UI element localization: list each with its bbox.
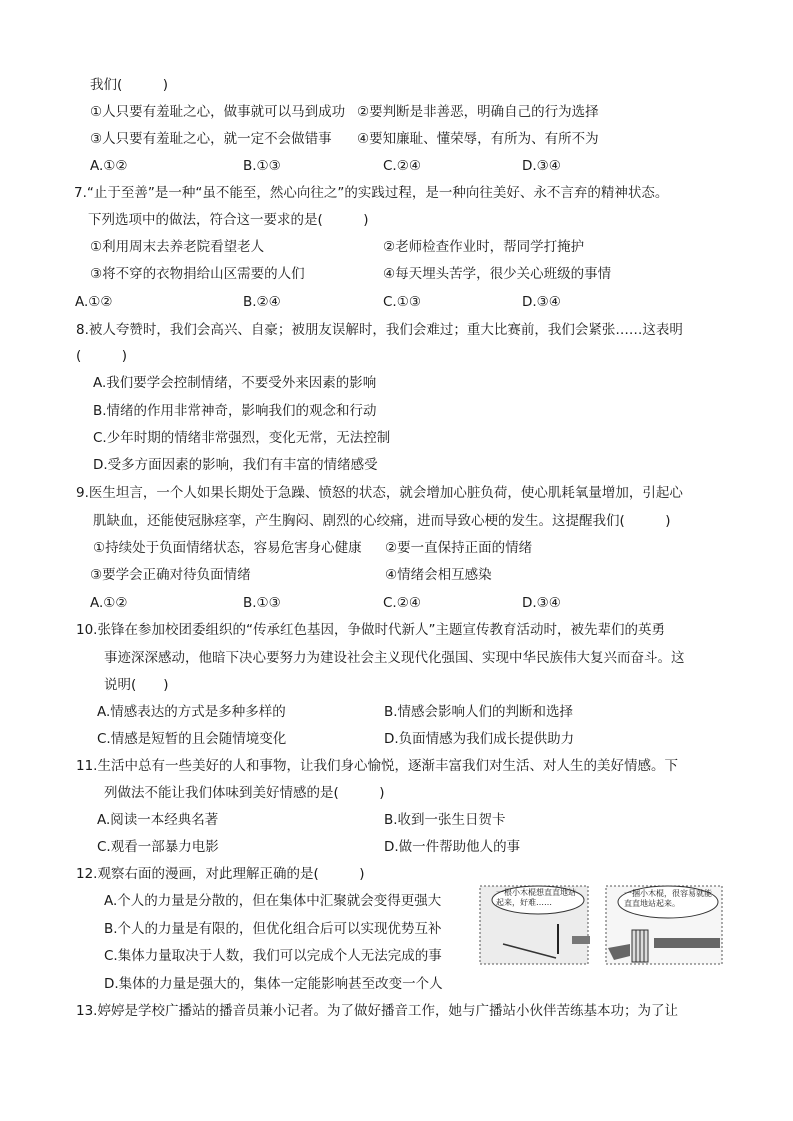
- q10-stem-line2: 事迹深深感动，他暗下决心要努力为建设社会主义现代化强国、实现中华民族伟大复兴而奋斗。这: [104, 650, 685, 666]
- q7-choice-b: B.②④: [243, 294, 281, 310]
- q7-option-3: ③将不穿的衣物捐给山区需要的人们: [90, 266, 305, 282]
- q6-choice-b: B.①③: [243, 158, 281, 174]
- q7-option-1: ①利用周末去养老院看望老人: [90, 239, 265, 255]
- q6-choice-c: C.②④: [383, 158, 421, 174]
- comic-bubble-2: 一捆小木棍，很容易就能直直地站起来。: [624, 889, 712, 908]
- q12-choice-b: B.个人的力量是有限的，但优化组合后可以实现优势互补: [104, 921, 442, 937]
- q11-stem-line2: 列做法不能让我们体味到美好情感的是( ): [104, 785, 385, 801]
- q12-comic-image: [478, 884, 724, 968]
- q8-choice-b: B.情绪的作用非常神奇，影响我们的观念和行动: [93, 403, 377, 419]
- comic-bubble-1: 一根小木棍想直直地站起来，好难……: [496, 888, 576, 907]
- q6-option-3: ③人只要有羞耻之心，就一定不会做错事: [90, 131, 332, 147]
- q12-choice-d: D.集体的力量是强大的，集体一定能影响甚至改变一个人: [104, 976, 443, 992]
- q7-choice-c: C.①③: [383, 294, 421, 310]
- q6-option-1: ①人只要有羞耻之心，做事就可以马到成功: [90, 104, 346, 120]
- q10-choice-c: C.情感是短暂的且会随情境变化: [97, 731, 287, 747]
- q9-choice-c: C.②④: [383, 595, 421, 611]
- q11-choice-b: B.收到一张生日贺卡: [384, 812, 506, 828]
- q11-choice-a: A.阅读一本经典名著: [97, 812, 219, 828]
- q9-choice-a: A.①②: [90, 595, 128, 611]
- q7-choice-d: D.③④: [522, 294, 561, 310]
- q8-choice-a: A.我们要学会控制情绪，不要受外来因素的影响: [93, 375, 377, 391]
- q12-stem: 12.观察右面的漫画，对此理解正确的是( ): [76, 866, 365, 882]
- q6-choice-d: D.③④: [522, 158, 561, 174]
- q7-option-2: ②老师检查作业时，帮同学打掩护: [383, 239, 585, 255]
- q8-choice-c: C.少年时期的情绪非常强烈，变化无常，无法控制: [93, 430, 391, 446]
- q9-stem-line2: 肌缺血，还能使冠脉痉挛，产生胸闷、剧烈的心绞痛，进而导致心梗的发生。这提醒我们( ): [93, 513, 671, 529]
- q10-stem-line1: 10.张锋在参加校团委组织的“传承红色基因，争做时代新人”主题宣传教育活动时，被先辈们的英勇: [76, 622, 665, 638]
- q9-stem-line1: 9.医生坦言，一个人如果长期处于急躁、愤怒的状态，就会增加心脏负荷，使心肌耗氧量增加，引起心: [76, 485, 683, 501]
- q9-option-3: ③要学会正确对待负面情绪: [90, 567, 251, 583]
- q6-option-4: ④要知廉耻、懂荣辱，有所为、有所不为: [357, 131, 599, 147]
- q11-stem-line1: 11.生活中总有一些美好的人和事物，让我们身心愉悦，逐渐丰富我们对生活、对人生的美好情感。下: [76, 758, 678, 774]
- q10-choice-a: A.情感表达的方式是多种多样的: [97, 704, 286, 720]
- q8-stem-line1: 8.被人夸赞时，我们会高兴、自豪；被朋友误解时，我们会难过；重大比赛前，我们会紧张……这表明: [76, 322, 683, 338]
- q10-choice-b: B.情感会影响人们的判断和选择: [384, 704, 574, 720]
- q7-choice-a: A.①②: [75, 294, 113, 310]
- q13-stem-line1: 13.婷婷是学校广播站的播音员兼小记者。为了做好播音工作，她与广播站小伙伴苦练基本功；为了让: [76, 1003, 678, 1019]
- q9-choice-b: B.①③: [243, 595, 281, 611]
- q6-stem-end: 我们( ): [90, 77, 169, 93]
- q11-choice-c: C.观看一部暴力电影: [97, 839, 219, 855]
- q6-choice-a: A.①②: [90, 158, 128, 174]
- q12-choice-a: A.个人的力量是分散的，但在集体中汇聚就会变得更强大: [104, 893, 442, 909]
- q7-stem-line1: 7.“止于至善”是一种“虽不能至，然心向往之”的实践过程，是一种向往美好、永不言弃的精神状态。: [74, 185, 669, 201]
- q11-choice-d: D.做一件帮助他人的事: [384, 839, 521, 855]
- q6-option-2: ②要判断是非善恶，明确自己的行为选择: [357, 104, 599, 120]
- q9-option-1: ①持续处于负面情绪状态，容易危害身心健康: [93, 540, 362, 556]
- q8-choice-d: D.受多方面因素的影响，我们有丰富的情绪感受: [93, 457, 378, 473]
- q9-option-2: ②要一直保持正面的情绪: [385, 540, 533, 556]
- q7-stem-line2: 下列选项中的做法，符合这一要求的是( ): [88, 212, 369, 228]
- q12-choice-c: C.集体力量取决于人数，我们可以完成个人无法完成的事: [104, 948, 442, 964]
- q10-choice-d: D.负面情感为我们成长提供助力: [384, 731, 575, 747]
- q9-option-4: ④情绪会相互感染: [385, 567, 492, 583]
- q7-option-4: ④每天埋头苦学，很少关心班级的事情: [383, 266, 612, 282]
- q10-stem-line3: 说明( ): [104, 677, 169, 693]
- q8-stem-line2: ( ): [76, 348, 128, 364]
- q9-choice-d: D.③④: [522, 595, 561, 611]
